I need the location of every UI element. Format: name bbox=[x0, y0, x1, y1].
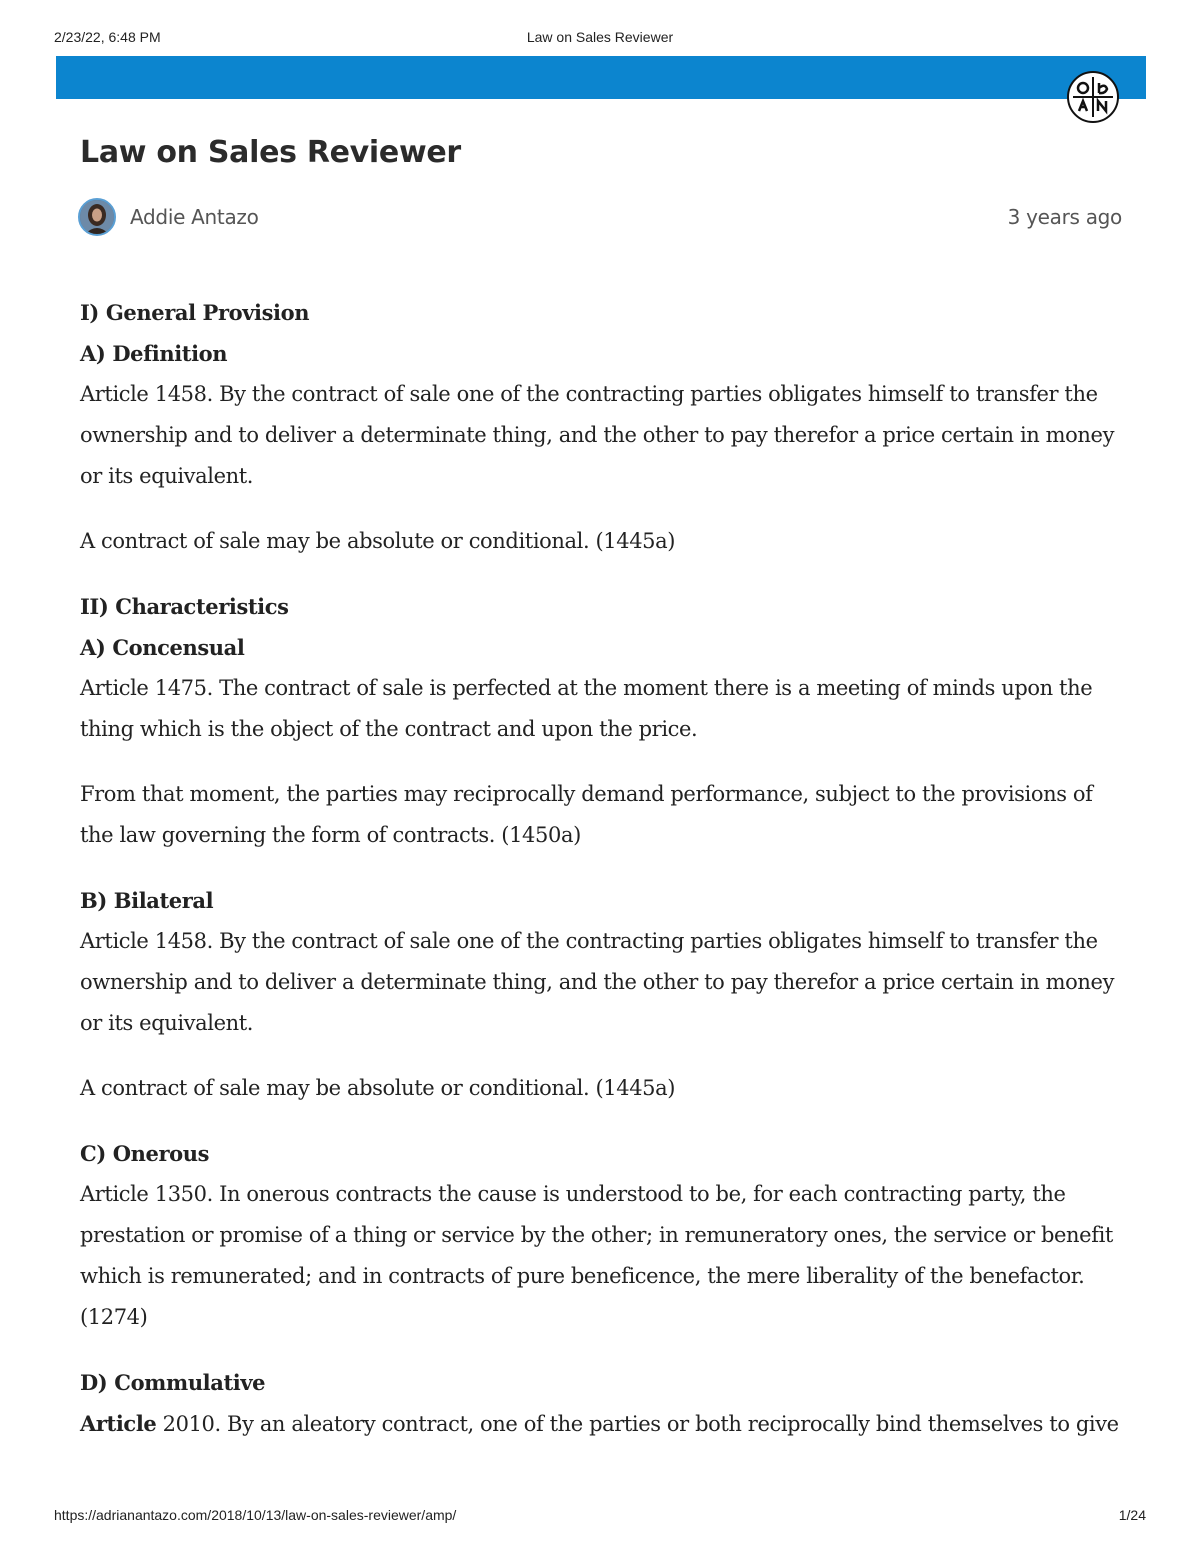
paragraph: Article 1458. By the contract of sale one of the contracting parties obligates himself to transfer the ownership and to deliver a determinate thing, and the other to pay therefor a price certain in money or its equivalent. bbox=[80, 929, 1115, 1035]
subsection-heading: A) Concensual bbox=[80, 635, 245, 660]
paragraph: A contract of sale may be absolute or conditional. (1445a) bbox=[80, 529, 676, 553]
site-logo-icon[interactable] bbox=[1067, 71, 1119, 123]
paragraph: Article 1350. In onerous contracts the cause is understood to be, for each contracting party, the prestation or promise of a thing or service by the other; in remuneratory ones, the service or benefit which is remunerated; and in contracts of pure beneficence, the mere liberality of the benefactor. (1274) bbox=[80, 1182, 1113, 1329]
paragraph bbox=[80, 1403, 1130, 1445]
paragraph: A contract of sale may be absolute or conditional. (1445a) bbox=[80, 1076, 676, 1100]
paragraph: Article 1458. By the contract of sale one of the contracting parties obligates himself to transfer the ownership and to deliver a determinate thing, and the other to pay therefor a price certain in money or its equivalent. bbox=[80, 382, 1115, 488]
print-url: https://adrianantazo.com/2018/10/13/law-on-sales-reviewer/amp/ bbox=[54, 1507, 457, 1523]
paragraph-text: 2010. By an aleatory contract, one of the parties or both reciprocally bind themselves to give bbox=[156, 1412, 1119, 1436]
paragraph: Article 1475. The contract of sale is perfected at the moment there is a meeting of minds upon the thing which is the object of the contract and upon the price. bbox=[80, 676, 1093, 741]
print-footer bbox=[0, 1507, 1200, 1527]
print-page-number: 1/24 bbox=[1118, 1507, 1146, 1523]
subsection-heading: A) Definition bbox=[80, 341, 228, 366]
post-date: 3 years ago bbox=[1007, 205, 1122, 229]
print-header bbox=[0, 29, 1200, 49]
author-avatar[interactable] bbox=[78, 198, 116, 236]
author-name[interactable]: Addie Antazo bbox=[130, 205, 259, 229]
author-byline bbox=[78, 197, 259, 237]
print-page-title: Law on Sales Reviewer bbox=[526, 29, 674, 45]
section-heading: I) General Provision bbox=[80, 300, 310, 325]
article-body bbox=[80, 292, 1130, 1445]
subsection-heading: C) Onerous bbox=[80, 1141, 210, 1166]
post-title: Law on Sales Reviewer bbox=[80, 135, 461, 170]
subsection-heading: B) Bilateral bbox=[80, 888, 214, 913]
site-header-bar bbox=[56, 56, 1146, 99]
print-datetime: 2/23/22, 6:48 PM bbox=[54, 29, 161, 45]
subsection-heading: D) Commulative bbox=[80, 1370, 266, 1395]
section-heading: II) Characteristics bbox=[80, 594, 289, 619]
article-label: Article bbox=[80, 1411, 157, 1436]
paragraph: From that moment, the parties may reciprocally demand performance, subject to the provisions of the law governing the form of contracts. (1450a) bbox=[80, 782, 1093, 847]
